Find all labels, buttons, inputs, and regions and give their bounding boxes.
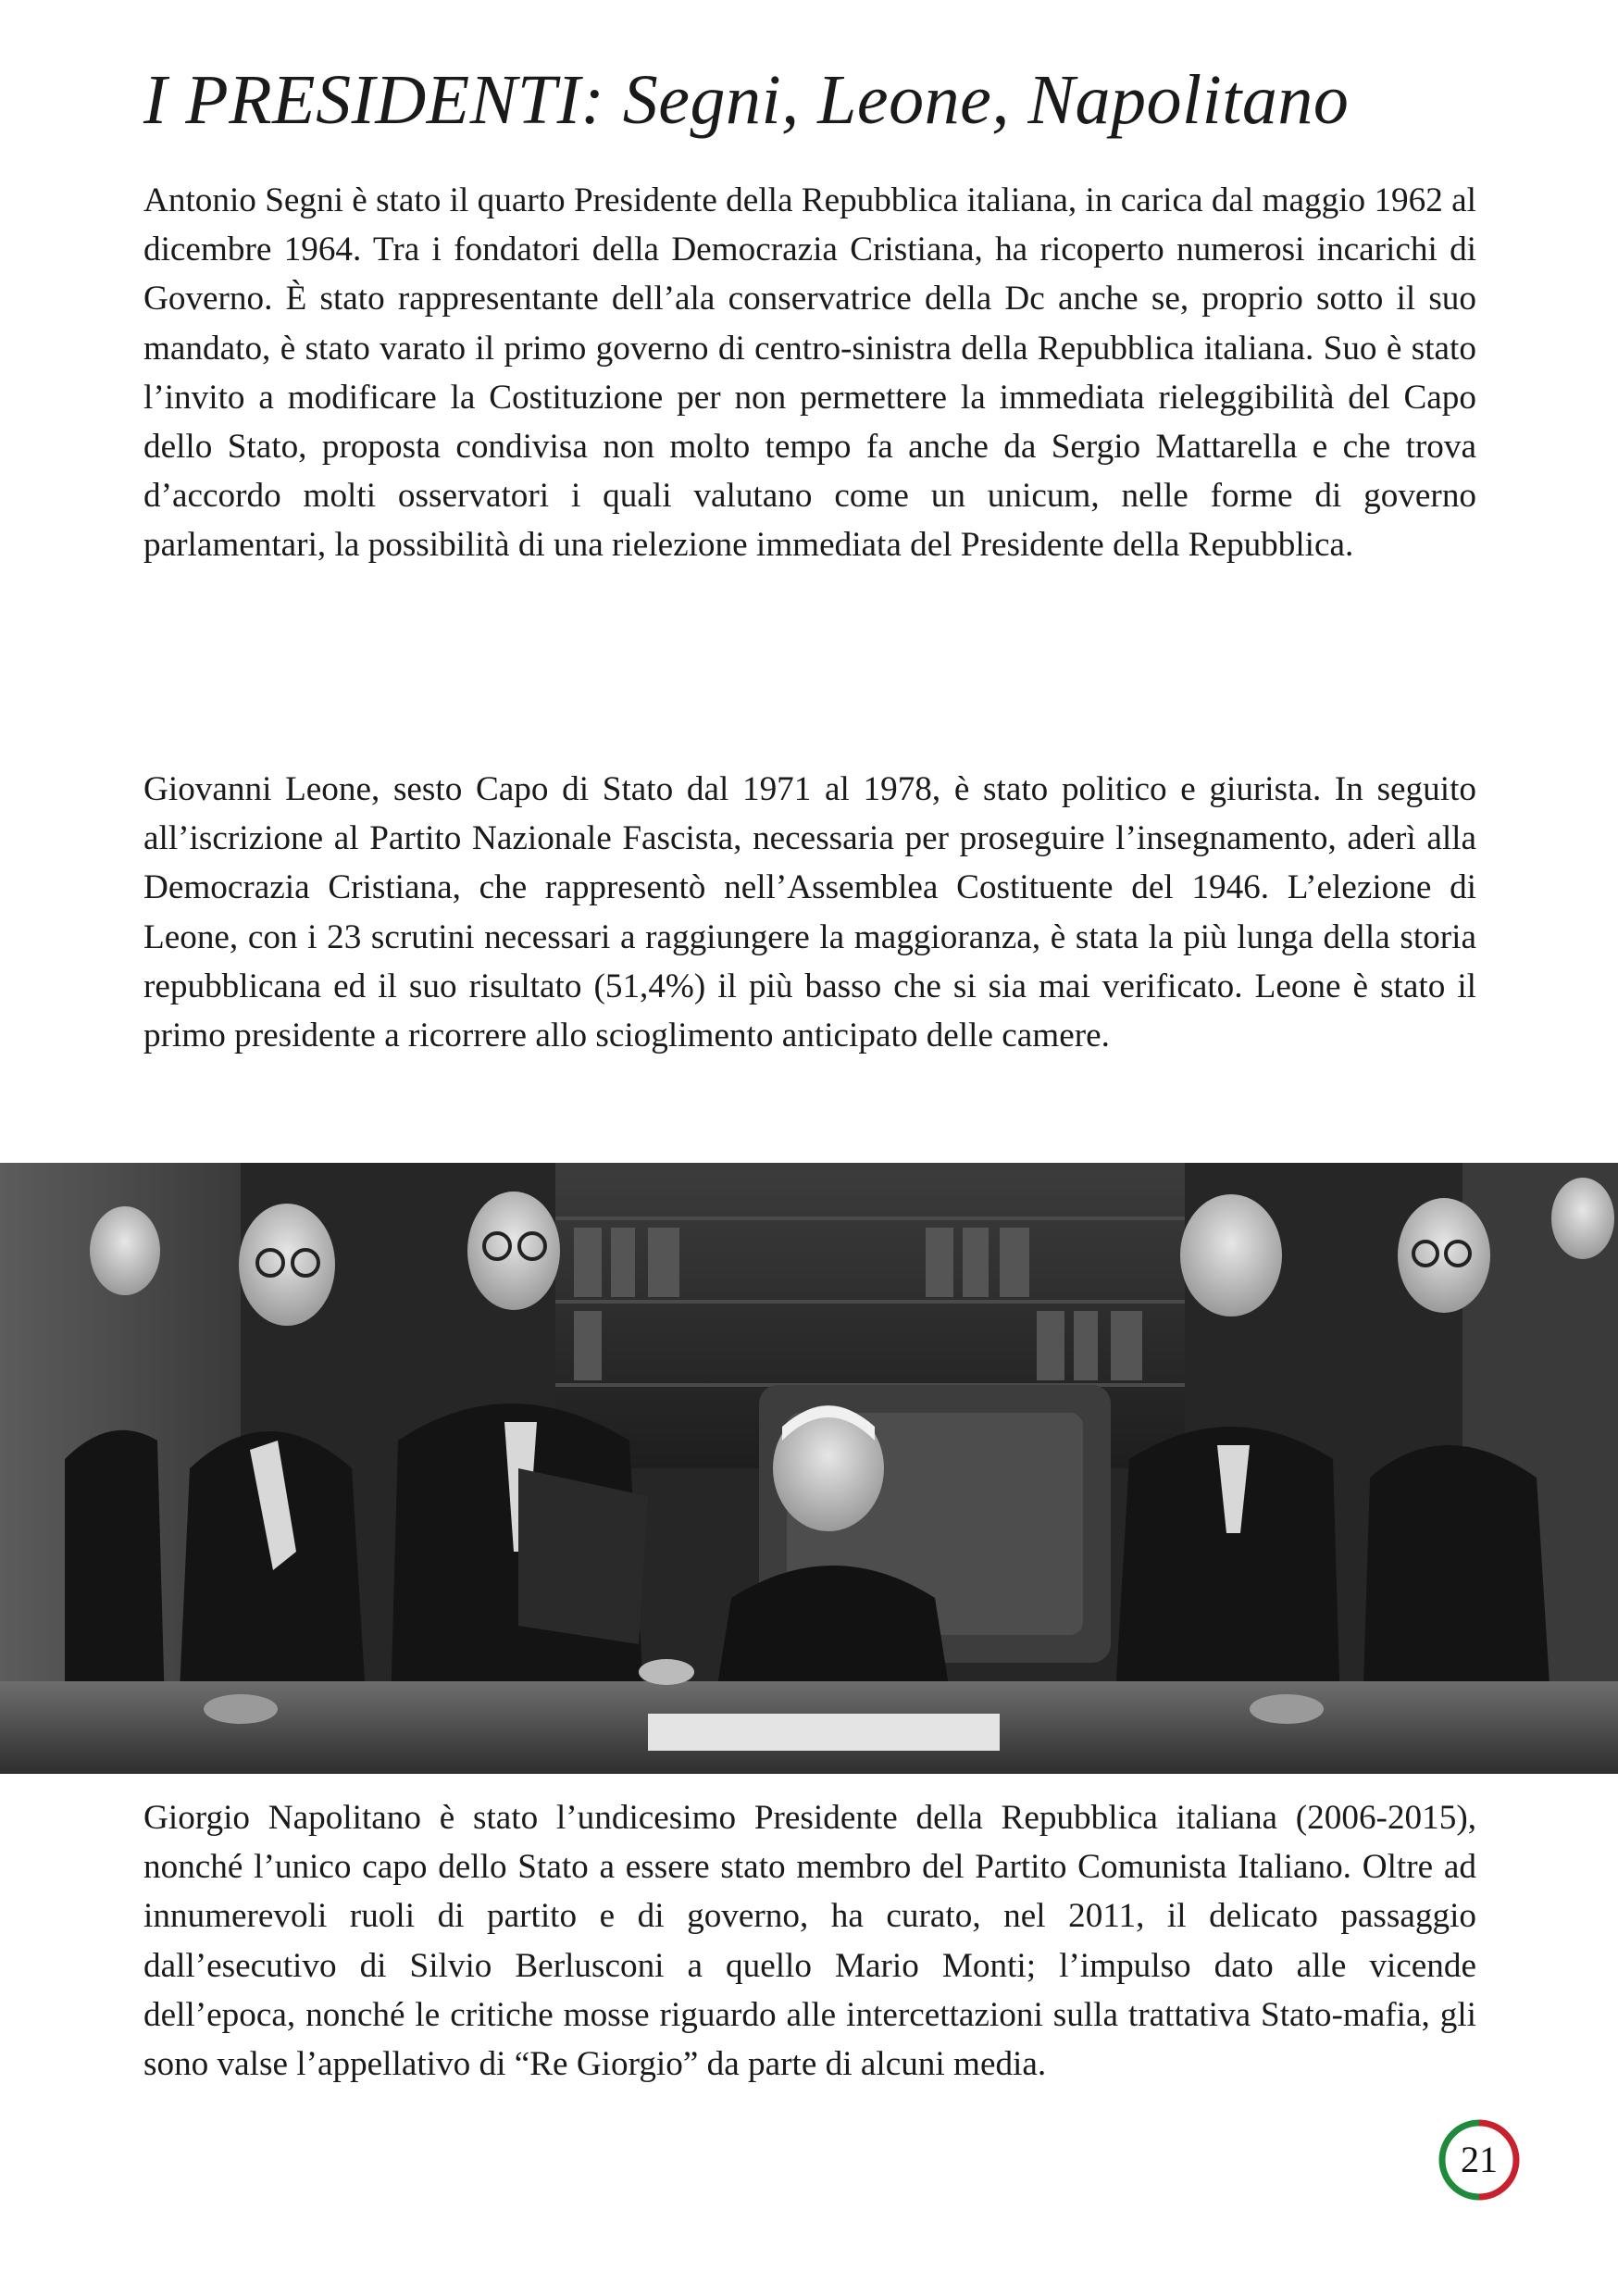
- paragraph-leone: Giovanni Leone, sesto Capo di Stato dal 1971 al 1978, è stato politico e giurista. In seguito all’iscrizione al Partito Nazionale Fascista, necessaria per proseguire l’insegnamento, aderì alla Democrazia Cristiana, che rappresentò nell’Assemblea Costituente del 1946. L’elezione di Leone, con i 23 scrutini necessari a raggiungere la maggioranza, è stata la più lunga della storia repubblicana ed il suo risultato (51,4%) il più basso che si sia mai verificato. Leone è stato il primo presidente a ricorrere allo scioglimento anticipato delle camere.: [143, 770, 1476, 1055]
- page-number: 21: [1461, 2139, 1498, 2180]
- historical-photo-signing: [0, 1163, 1618, 1774]
- paragraph-napolitano: Giorgio Napolitano è stato l’undicesimo Presidente della Repubblica italiana (2006-2015), nonché l’unico capo dello Stato a essere stato membro del Partito Comunista Italiano. Oltre ad innumerevoli ruoli di partito e di governo, ha curato, nel 2011, il delicato passaggio dall’esecutivo di Silvio Berlusconi a quello Mario Monti; l’impulso dato alle vicende dell’epoca, nonché le critiche mosse riguardo alle intercettazioni sulla trattativa Stato-mafia, gli sono valse l’appellativo di “Re Giorgio” da parte di alcuni media.: [143, 1799, 1476, 2084]
- page-title: I PRESIDENTI: Segni, Leone, Napolitano: [143, 61, 1350, 139]
- page-number-badge: [1438, 2118, 1521, 2202]
- paragraph-segni: Antonio Segni è stato il quarto Presidente della Repubblica italiana, in carica dal maggio 1962 al dicembre 1964. Tra i fondatori della Democrazia Cristiana, ha ricoperto numerosi incarichi di Governo. È stato rappresentante dell’ala conservatrice della Dc anche se, proprio sotto il suo mandato, è stato varato il primo governo di centro-sinistra della Repubblica italiana. Suo è stato l’invito a modificare la Costituzione per non permettere la immediata rieleggibilità del Capo dello Stato, proposta condivisa non molto tempo fa anche da Sergio Mattarella e che trova d’accordo molti osservatori i quali valutano come un unicum, nelle forme di governo parlamentari, la possibilità di una rielezione immediata del Presidente della Repubblica.: [143, 181, 1476, 565]
